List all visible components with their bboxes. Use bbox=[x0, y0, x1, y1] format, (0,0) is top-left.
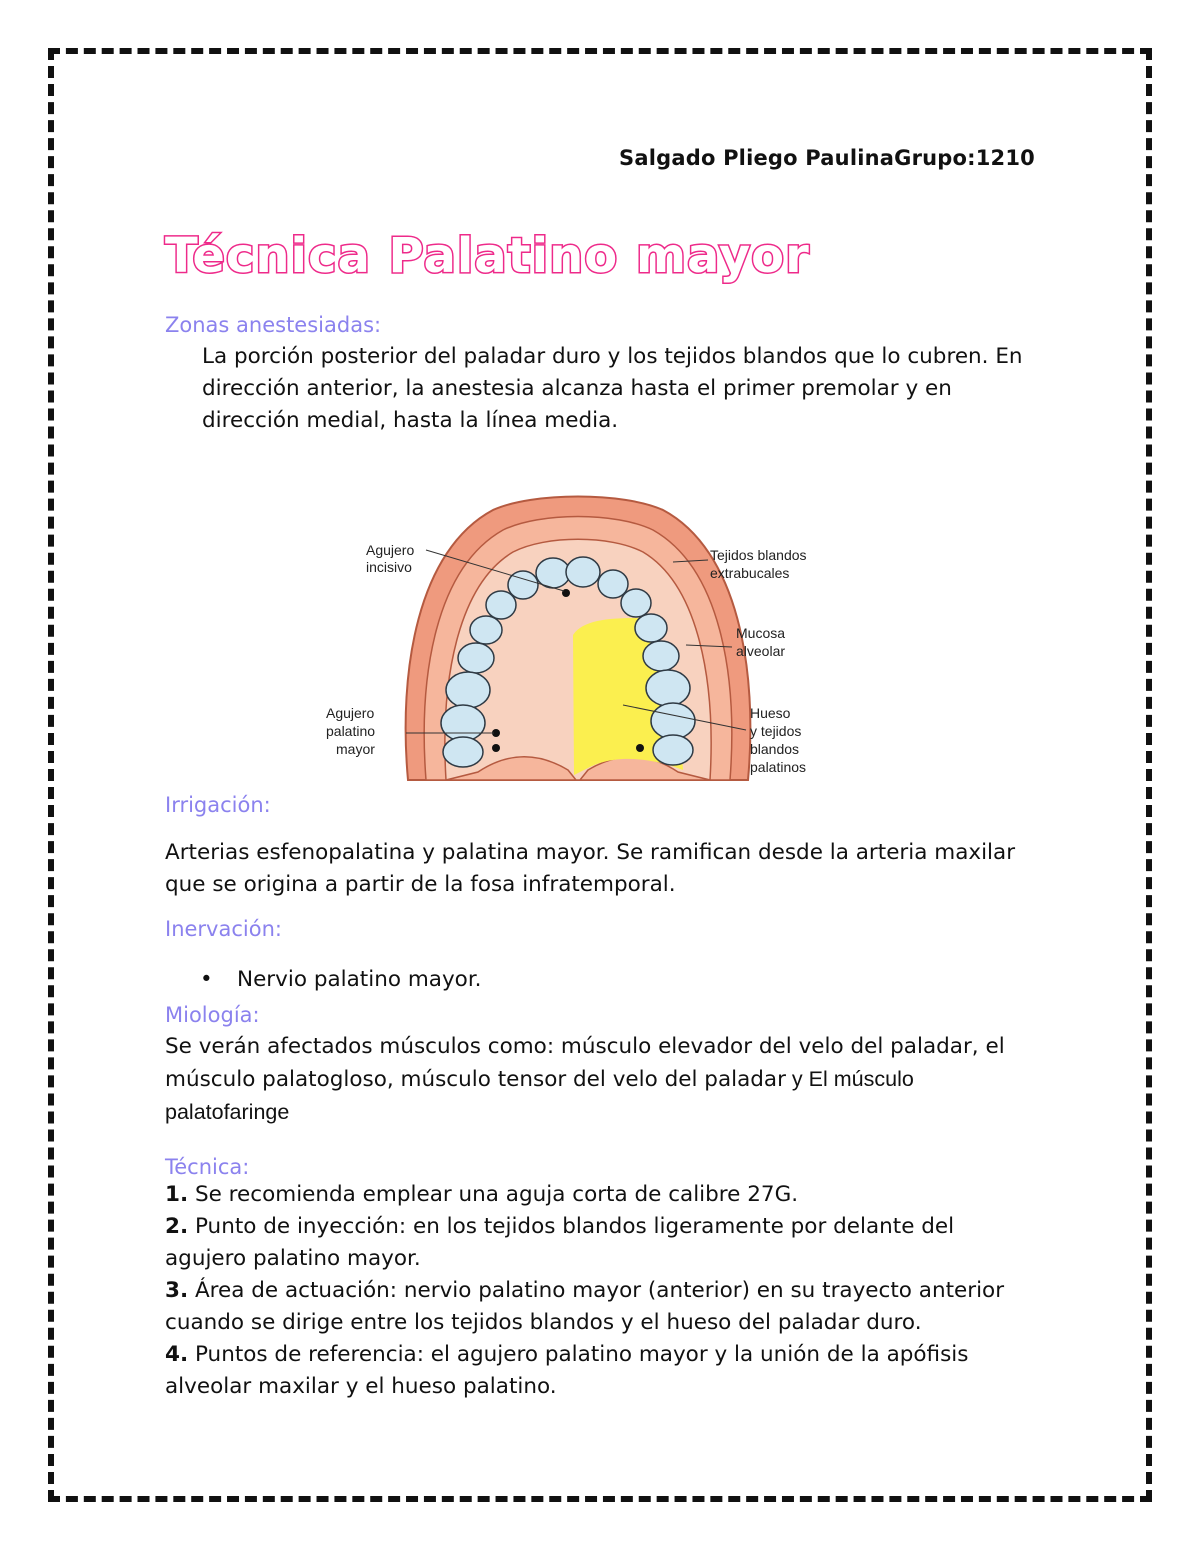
miologia-section bbox=[165, 1003, 1035, 1129]
label-agujero-palatino-2: palatino bbox=[326, 723, 376, 739]
inervacion-section bbox=[165, 917, 1035, 941]
tecnica-step bbox=[165, 1179, 1035, 1211]
tecnica-heading: Técnica: bbox=[165, 1155, 250, 1179]
miologia-heading: Miología: bbox=[165, 1003, 260, 1027]
bullet-dot: • bbox=[200, 967, 213, 992]
step-text: Puntos de referencia: el agujero palatino mayor y la unión de la apófisis alveolar maxilar y el hueso palatino. bbox=[165, 1342, 969, 1399]
zonas-section bbox=[165, 313, 1035, 437]
label-agujero-palatino-1: Agujero bbox=[326, 705, 375, 721]
irrigacion-heading: Irrigación: bbox=[165, 793, 271, 817]
step-text: Punto de inyección: en los tejidos blandos ligeramente por delante del agujero palatino mayor. bbox=[165, 1214, 955, 1271]
step-text: Área de actuación: nervio palatino mayor (anterior) en su trayecto anterior cuando se dirige entre los tejidos blandos y el hueso del paladar duro. bbox=[165, 1278, 1005, 1335]
inervacion-heading: Inervación: bbox=[165, 917, 282, 941]
label-tejidos-1: Tejidos blandos bbox=[710, 547, 807, 563]
tecnica-step bbox=[165, 1339, 1035, 1403]
irrigacion-text: Arterias esfenopalatina y palatina mayor. Se ramifican desde la arteria maxilar que se origina a partir de la fosa infratemporal. bbox=[165, 840, 1016, 897]
zonas-heading: Zonas anestesiadas: bbox=[165, 313, 382, 337]
step-text: Se recomienda emplear una aguja corta de calibre 27G. bbox=[188, 1182, 799, 1207]
greater-palatine-foramen-right bbox=[636, 744, 644, 752]
page-title: Técnica Palatino mayor bbox=[165, 228, 810, 284]
label-tejidos-2: extrabucales bbox=[710, 565, 790, 581]
label-agujero-incisivo-1: Agujero bbox=[366, 542, 415, 558]
irrigacion-section bbox=[165, 793, 1035, 901]
zonas-text: La porción posterior del paladar duro y los tejidos blandos que lo cubren. En dirección anterior, la anestesia alcanza hasta el primer premolar y en dirección medial, hasta la línea media. bbox=[202, 344, 1023, 433]
label-mucosa-1: Mucosa bbox=[736, 625, 786, 641]
label-hueso-2: y tejidos bbox=[750, 723, 802, 739]
label-hueso-1: Hueso bbox=[750, 705, 791, 721]
label-mucosa-2: alveolar bbox=[736, 643, 786, 659]
incisive-foramen bbox=[562, 589, 570, 597]
author-line: Salgado Pliego PaulinaGrupo:1210 bbox=[619, 146, 1035, 170]
inervacion-item-text: Nervio palatino mayor. bbox=[237, 967, 482, 992]
step-number: 1. bbox=[165, 1182, 189, 1207]
tecnica-step bbox=[165, 1211, 1035, 1275]
inervacion-list-item bbox=[200, 967, 482, 992]
palate-diagram bbox=[318, 490, 838, 785]
label-agujero-incisivo-2: incisivo bbox=[366, 559, 412, 575]
label-agujero-palatino-3: mayor bbox=[336, 741, 375, 757]
step-number: 3. bbox=[165, 1278, 189, 1303]
label-hueso-3: blandos bbox=[750, 741, 800, 757]
step-number: 2. bbox=[165, 1214, 189, 1239]
step-number: 4. bbox=[165, 1342, 189, 1367]
miologia-text-tail: y El músculo palatofaringe bbox=[165, 1067, 914, 1124]
label-hueso-4: palatinos bbox=[750, 759, 807, 775]
miologia-text-main: Se verán afectados músculos como: músculo elevador del velo del paladar, el músculo palatogloso, músculo tensor del velo del paladar bbox=[165, 1034, 1005, 1092]
tecnica-step bbox=[165, 1275, 1035, 1339]
greater-palatine-foramen-left-2 bbox=[492, 744, 500, 752]
miologia-text bbox=[165, 1031, 1035, 1129]
tecnica-section bbox=[165, 1155, 1035, 1403]
